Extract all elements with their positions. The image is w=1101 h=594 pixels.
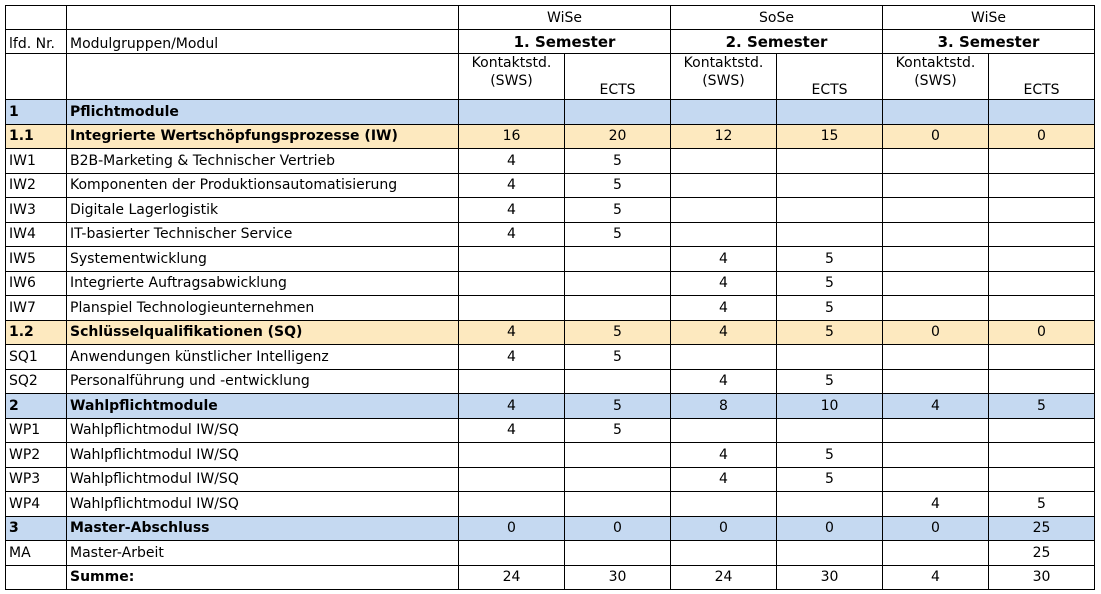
sws-sem2: 4	[671, 320, 777, 345]
semester-header-row	[6, 30, 1095, 54]
row-number: MA	[6, 541, 67, 566]
sws-sem3: 0	[883, 124, 989, 149]
module-table	[5, 5, 1095, 590]
sws-sem2: 8	[671, 394, 777, 419]
ects-sem3	[989, 296, 1095, 321]
ects-sem2: 5	[777, 271, 883, 296]
ects-sem1	[565, 492, 671, 517]
sws-sem2	[671, 149, 777, 174]
ects-sem2: 10	[777, 394, 883, 419]
table-row	[6, 271, 1095, 296]
row-number: WP1	[6, 418, 67, 443]
term-label-1: WiSe	[459, 6, 671, 30]
table-row	[6, 492, 1095, 517]
sws-sem1: 4	[459, 173, 565, 198]
semester-label-3: 3. Semester	[883, 30, 1095, 54]
ects-sem3	[989, 100, 1095, 125]
sws-sem2: 4	[671, 369, 777, 394]
ects-sem1: 5	[565, 198, 671, 223]
table-row	[6, 345, 1095, 370]
empty-cell	[6, 54, 67, 100]
ects-sem1: 5	[565, 149, 671, 174]
sws-sem2: 12	[671, 124, 777, 149]
module-name: Planspiel Technologieunternehmen	[67, 296, 459, 321]
module-name: Personalführung und -entwicklung	[67, 369, 459, 394]
ects-sem3	[989, 345, 1095, 370]
row-number: 3	[6, 516, 67, 541]
sws-sem1: 4	[459, 149, 565, 174]
group-row	[6, 516, 1095, 541]
sws-sem2: 4	[671, 247, 777, 272]
table-row	[6, 222, 1095, 247]
sws-sem3	[883, 418, 989, 443]
sws-sem3	[883, 443, 989, 468]
ects-sem2	[777, 173, 883, 198]
sws-sem2	[671, 222, 777, 247]
ects-sem1: 5	[565, 394, 671, 419]
sum-row	[6, 565, 1095, 590]
ects-sem2: 5	[777, 369, 883, 394]
ects-header-2: ECTS	[777, 54, 883, 100]
ects-sem3	[989, 149, 1095, 174]
row-number: WP4	[6, 492, 67, 517]
ects-sem3: 5	[989, 394, 1095, 419]
ects-sem2	[777, 418, 883, 443]
kontakt-line2: (SWS)	[490, 73, 533, 89]
ects-sem3: 0	[989, 124, 1095, 149]
ects-sem1	[565, 541, 671, 566]
ects-header-1: ECTS	[565, 54, 671, 100]
kontakt-line1: Kontaktstd.	[895, 55, 976, 71]
sws-sem1	[459, 541, 565, 566]
module-name: Integrierte Wertschöpfungsprozesse (IW)	[67, 124, 459, 149]
sws-sem1: 4	[459, 222, 565, 247]
sws-sem2: 4	[671, 271, 777, 296]
ects-sem2: 5	[777, 296, 883, 321]
row-number	[6, 565, 67, 590]
module-name: IT-basierter Technischer Service	[67, 222, 459, 247]
ects-sem3	[989, 173, 1095, 198]
sws-sem1: 4	[459, 418, 565, 443]
ects-sem3	[989, 222, 1095, 247]
sws-sem1	[459, 247, 565, 272]
module-name: Summe:	[67, 565, 459, 590]
sws-sem3: 0	[883, 516, 989, 541]
row-number: IW1	[6, 149, 67, 174]
sws-sem1: 4	[459, 394, 565, 419]
module-name: Wahlpflichtmodul IW/SQ	[67, 418, 459, 443]
table-row	[6, 296, 1095, 321]
sws-sem1: 4	[459, 198, 565, 223]
row-number: IW5	[6, 247, 67, 272]
semester-label-2: 2. Semester	[671, 30, 883, 54]
kontakt-line2: (SWS)	[702, 73, 745, 89]
row-number: WP2	[6, 443, 67, 468]
ects-sem3: 25	[989, 516, 1095, 541]
sws-sem1: 4	[459, 345, 565, 370]
row-number: IW3	[6, 198, 67, 223]
row-number: WP3	[6, 467, 67, 492]
sws-sem2	[671, 198, 777, 223]
ects-sem3: 5	[989, 492, 1095, 517]
sws-sem3	[883, 467, 989, 492]
module-name: B2B-Marketing & Technischer Vertrieb	[67, 149, 459, 174]
sws-sem1	[459, 369, 565, 394]
ects-sem1: 5	[565, 173, 671, 198]
table-row	[6, 467, 1095, 492]
kontakt-line1: Kontaktstd.	[683, 55, 764, 71]
sws-sem2: 0	[671, 516, 777, 541]
ects-sem3	[989, 198, 1095, 223]
sws-sem3	[883, 296, 989, 321]
ects-sem1	[565, 296, 671, 321]
sws-sem2	[671, 345, 777, 370]
sws-sem3	[883, 198, 989, 223]
sws-sem2	[671, 492, 777, 517]
ects-sem1: 0	[565, 516, 671, 541]
empty-cell	[6, 6, 67, 30]
module-name: Master-Abschluss	[67, 516, 459, 541]
sws-sem2: 4	[671, 467, 777, 492]
sws-sem1	[459, 100, 565, 125]
module-name: Wahlpflichtmodule	[67, 394, 459, 419]
table-row	[6, 198, 1095, 223]
ects-sem3	[989, 467, 1095, 492]
ects-sem1	[565, 100, 671, 125]
sws-sem1: 4	[459, 320, 565, 345]
ects-sem2: 30	[777, 565, 883, 590]
subheader-row	[6, 54, 1095, 100]
sws-sem2	[671, 418, 777, 443]
ects-sem2: 0	[777, 516, 883, 541]
module-name: Master-Arbeit	[67, 541, 459, 566]
sws-sem1: 24	[459, 565, 565, 590]
sws-sem3: 0	[883, 320, 989, 345]
table-body	[6, 100, 1095, 590]
ects-sem2: 5	[777, 443, 883, 468]
sws-sem3: 4	[883, 492, 989, 517]
module-name: Wahlpflichtmodul IW/SQ	[67, 443, 459, 468]
sws-sem2	[671, 173, 777, 198]
ects-sem3: 0	[989, 320, 1095, 345]
row-number: SQ2	[6, 369, 67, 394]
module-name: Wahlpflichtmodul IW/SQ	[67, 492, 459, 517]
term-label-3: WiSe	[883, 6, 1095, 30]
term-header-row	[6, 6, 1095, 30]
ects-sem3	[989, 271, 1095, 296]
table-row	[6, 443, 1095, 468]
ects-sem2: 15	[777, 124, 883, 149]
module-name: Anwendungen künstlicher Intelligenz	[67, 345, 459, 370]
table-row	[6, 541, 1095, 566]
ects-sem3: 25	[989, 541, 1095, 566]
sws-sem2: 4	[671, 296, 777, 321]
ects-sem2	[777, 149, 883, 174]
table-row	[6, 149, 1095, 174]
module-name: Wahlpflichtmodul IW/SQ	[67, 467, 459, 492]
group-row	[6, 394, 1095, 419]
module-name: Komponenten der Produktionsautomatisierung	[67, 173, 459, 198]
row-number: IW6	[6, 271, 67, 296]
sws-sem3: 4	[883, 394, 989, 419]
kontakt-line1: Kontaktstd.	[471, 55, 552, 71]
kontakt-line2: (SWS)	[914, 73, 957, 89]
empty-cell	[67, 6, 459, 30]
sws-sem3: 4	[883, 565, 989, 590]
ects-sem2: 5	[777, 467, 883, 492]
sws-sem2: 4	[671, 443, 777, 468]
sws-sem3	[883, 222, 989, 247]
table-row	[6, 369, 1095, 394]
ects-sem1	[565, 271, 671, 296]
group-row	[6, 100, 1095, 125]
row-number: SQ1	[6, 345, 67, 370]
row-number: IW4	[6, 222, 67, 247]
ects-sem1: 30	[565, 565, 671, 590]
ects-sem1: 5	[565, 320, 671, 345]
sws-sem3	[883, 271, 989, 296]
module-name: Pflichtmodule	[67, 100, 459, 125]
semester-label-1: 1. Semester	[459, 30, 671, 54]
sws-sem1: 0	[459, 516, 565, 541]
ects-sem1: 5	[565, 418, 671, 443]
kontakt-header-1	[459, 54, 565, 100]
table-row	[6, 247, 1095, 272]
ects-sem3	[989, 418, 1095, 443]
sws-sem3	[883, 369, 989, 394]
ects-sem2	[777, 222, 883, 247]
ects-sem1	[565, 369, 671, 394]
ects-sem2: 5	[777, 247, 883, 272]
ects-sem2	[777, 198, 883, 223]
ects-sem1: 5	[565, 222, 671, 247]
ects-sem1: 20	[565, 124, 671, 149]
empty-cell	[67, 54, 459, 100]
sws-sem1	[459, 492, 565, 517]
ects-sem2	[777, 541, 883, 566]
table-row	[6, 418, 1095, 443]
sws-sem3	[883, 541, 989, 566]
row-number: IW7	[6, 296, 67, 321]
ects-sem3	[989, 443, 1095, 468]
sws-sem1	[459, 443, 565, 468]
term-label-2: SoSe	[671, 6, 883, 30]
row-number: 1.2	[6, 320, 67, 345]
ects-sem1	[565, 443, 671, 468]
column-header-nr: lfd. Nr.	[6, 30, 67, 54]
sws-sem3	[883, 173, 989, 198]
module-name: Digitale Lagerlogistik	[67, 198, 459, 223]
sws-sem2	[671, 541, 777, 566]
subgroup-row	[6, 320, 1095, 345]
sws-sem2: 24	[671, 565, 777, 590]
kontakt-header-3	[883, 54, 989, 100]
sws-sem1	[459, 467, 565, 492]
ects-sem3	[989, 247, 1095, 272]
sws-sem1	[459, 271, 565, 296]
sws-sem2	[671, 100, 777, 125]
row-number: 1	[6, 100, 67, 125]
table-row	[6, 173, 1095, 198]
module-name: Systementwicklung	[67, 247, 459, 272]
row-number: IW2	[6, 173, 67, 198]
ects-sem2: 5	[777, 320, 883, 345]
ects-sem1	[565, 467, 671, 492]
subgroup-row	[6, 124, 1095, 149]
row-number: 2	[6, 394, 67, 419]
row-number: 1.1	[6, 124, 67, 149]
sws-sem3	[883, 149, 989, 174]
column-header-modul: Modulgruppen/Modul	[67, 30, 459, 54]
ects-sem1	[565, 247, 671, 272]
sws-sem3	[883, 345, 989, 370]
module-name: Schlüsselqualifikationen (SQ)	[67, 320, 459, 345]
sws-sem3	[883, 100, 989, 125]
ects-sem1: 5	[565, 345, 671, 370]
sws-sem1	[459, 296, 565, 321]
ects-sem2	[777, 345, 883, 370]
ects-sem3	[989, 369, 1095, 394]
kontakt-header-2	[671, 54, 777, 100]
module-name: Integrierte Auftragsabwicklung	[67, 271, 459, 296]
ects-sem2	[777, 492, 883, 517]
ects-sem2	[777, 100, 883, 125]
ects-header-3: ECTS	[989, 54, 1095, 100]
sws-sem1: 16	[459, 124, 565, 149]
ects-sem3: 30	[989, 565, 1095, 590]
sws-sem3	[883, 247, 989, 272]
